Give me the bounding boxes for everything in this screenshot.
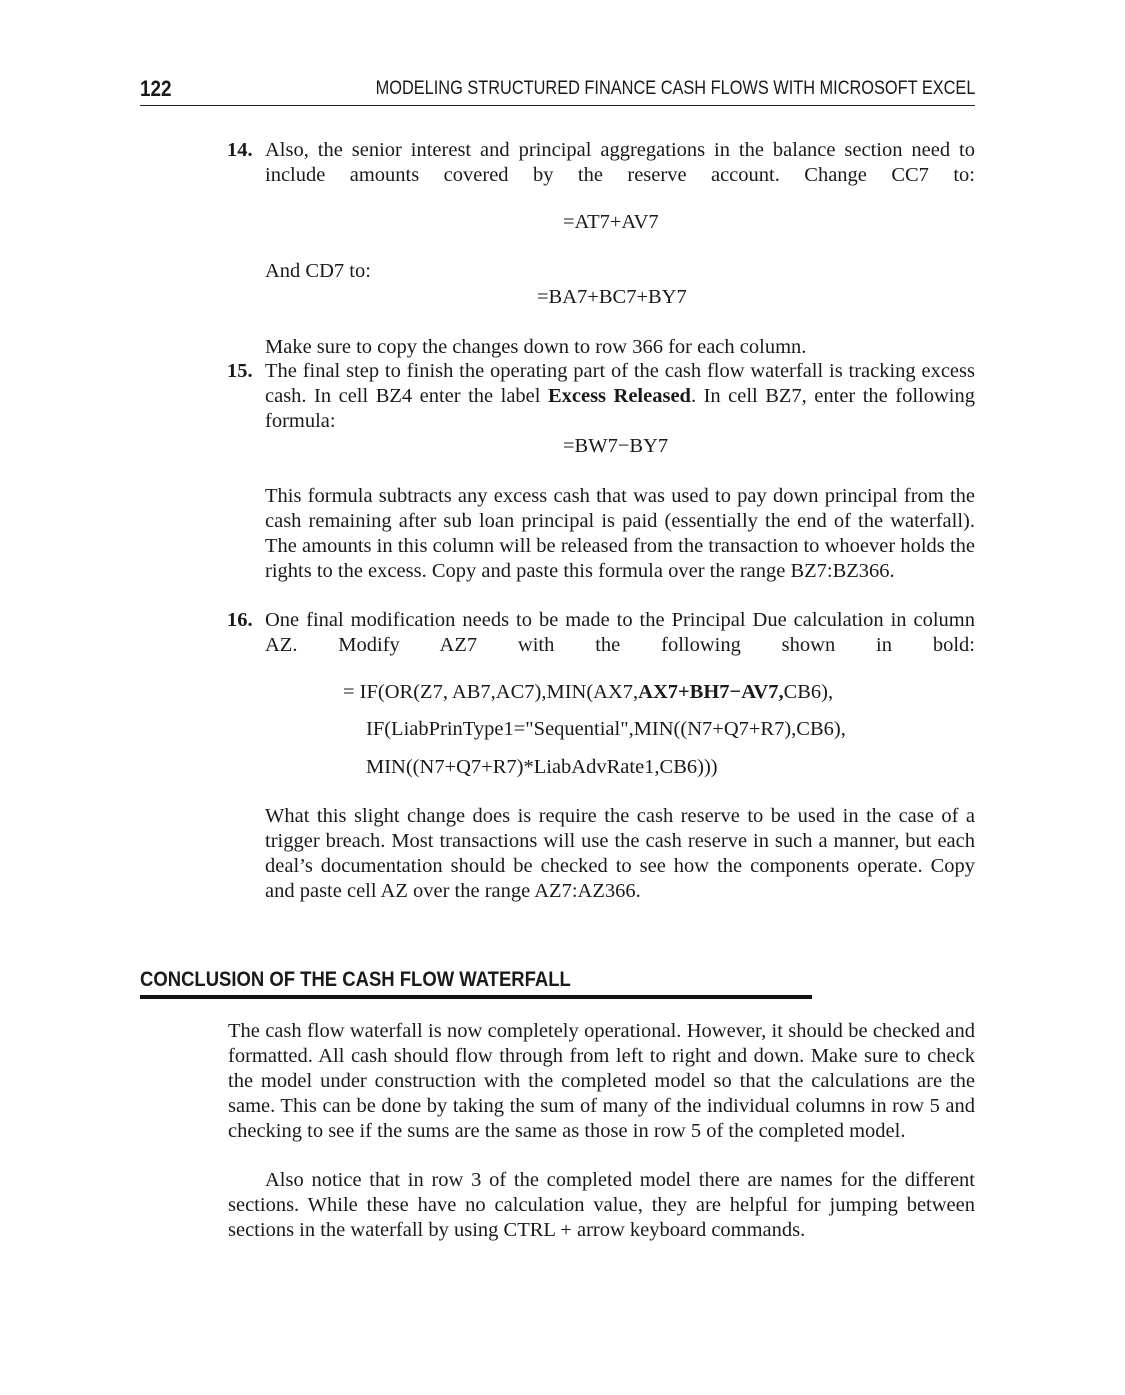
item-16-explanation: What this slight change does is require the cash reserve to be used in the case of a trigger breach. Most transactions will use the cash reserve in such a manner, but each deal’s documentation should be checked to see how the components operate. Copy and paste cell AZ over the range AZ7:AZ366. bbox=[265, 805, 975, 902]
item-14-copy-text: Make sure to copy the changes down to row 366 for each column. bbox=[265, 336, 807, 358]
item-14-formula-1: =AT7+AV7 bbox=[563, 211, 659, 233]
item-15-formula: =BW7−BY7 bbox=[563, 435, 669, 457]
conclusion-paragraph-2: Also notice that in row 3 of the completed model there are names for the different sections. While these have no calculation value, they are helpful for jumping between sections in the waterfall by using CTRL + arrow keyboard commands. bbox=[228, 1169, 975, 1241]
running-title: MODELING STRUCTURED FINANCE CASH FLOWS WITH MICROSOFT EXCEL bbox=[375, 78, 975, 99]
item-14-text: Also, the senior interest and principal aggregations in the balance section need to include amounts covered by the reserve account. Change CC7 to: bbox=[265, 139, 975, 186]
item-16-formula-line-3: MIN((N7+Q7+R7)*LiabAdvRate1,CB6))) bbox=[366, 756, 718, 778]
excess-released-label: Excess Released bbox=[547, 385, 691, 407]
item-15-text bbox=[265, 359, 975, 434]
section-heading bbox=[140, 968, 812, 999]
conclusion-paragraph-1: The cash flow waterfall is now completely operational. However, it should be checked and formatted. All cash should flow through from left to right and down. Make sure to check the model under construction with the completed model so that the calculations are the same. This can be done by taking the sum of many of the individual columns in row 5 and checking to see if the sums are the same as those in row 5 of the completed model. bbox=[228, 1020, 975, 1142]
item-14-and-text: And CD7 to: bbox=[265, 260, 371, 282]
page-header bbox=[140, 74, 975, 106]
page-number: 122 bbox=[140, 76, 172, 101]
item-16-number: 16. bbox=[227, 609, 253, 631]
item-15-text-before: The final step to finish the operating part of the cash flow waterfall is tracking excess cash. In cell BZ4 enter the label bbox=[265, 360, 975, 407]
item-15-text-after: . In cell BZ7, enter the following formula: bbox=[265, 385, 975, 432]
item-14-number: 14. bbox=[227, 139, 253, 161]
formula-line-1-post: CB6), bbox=[783, 681, 834, 703]
formula-line-1-bold: AX7+BH7−AV7, bbox=[638, 681, 784, 703]
item-16-formula-line-1 bbox=[343, 680, 833, 705]
item-15-explanation: This formula subtracts any excess cash that was used to pay down principal from the cash remaining after sub loan principal is paid (essentially the end of the waterfall). The amounts in this column will be released from the transaction to whoever holds the rights to the excess. Copy and paste this formula over the range BZ7:BZ366. bbox=[265, 485, 975, 582]
section-heading-text: CONCLUSION OF THE CASH FLOW WATERFALL bbox=[140, 968, 571, 991]
formula-line-1-pre: = IF(OR(Z7, AB7,AC7),MIN(AX7, bbox=[343, 681, 639, 703]
item-16-formula-line-2: IF(LiabPrinType1="Sequential",MIN((N7+Q7+R7),CB6), bbox=[366, 718, 846, 740]
item-16-text: One final modification needs to be made to the Principal Due calculation in column AZ. Modify AZ7 with the following shown in bold: bbox=[265, 609, 975, 656]
item-15-number: 15. bbox=[227, 360, 253, 382]
item-14-formula-2: =BA7+BC7+BY7 bbox=[537, 286, 687, 308]
